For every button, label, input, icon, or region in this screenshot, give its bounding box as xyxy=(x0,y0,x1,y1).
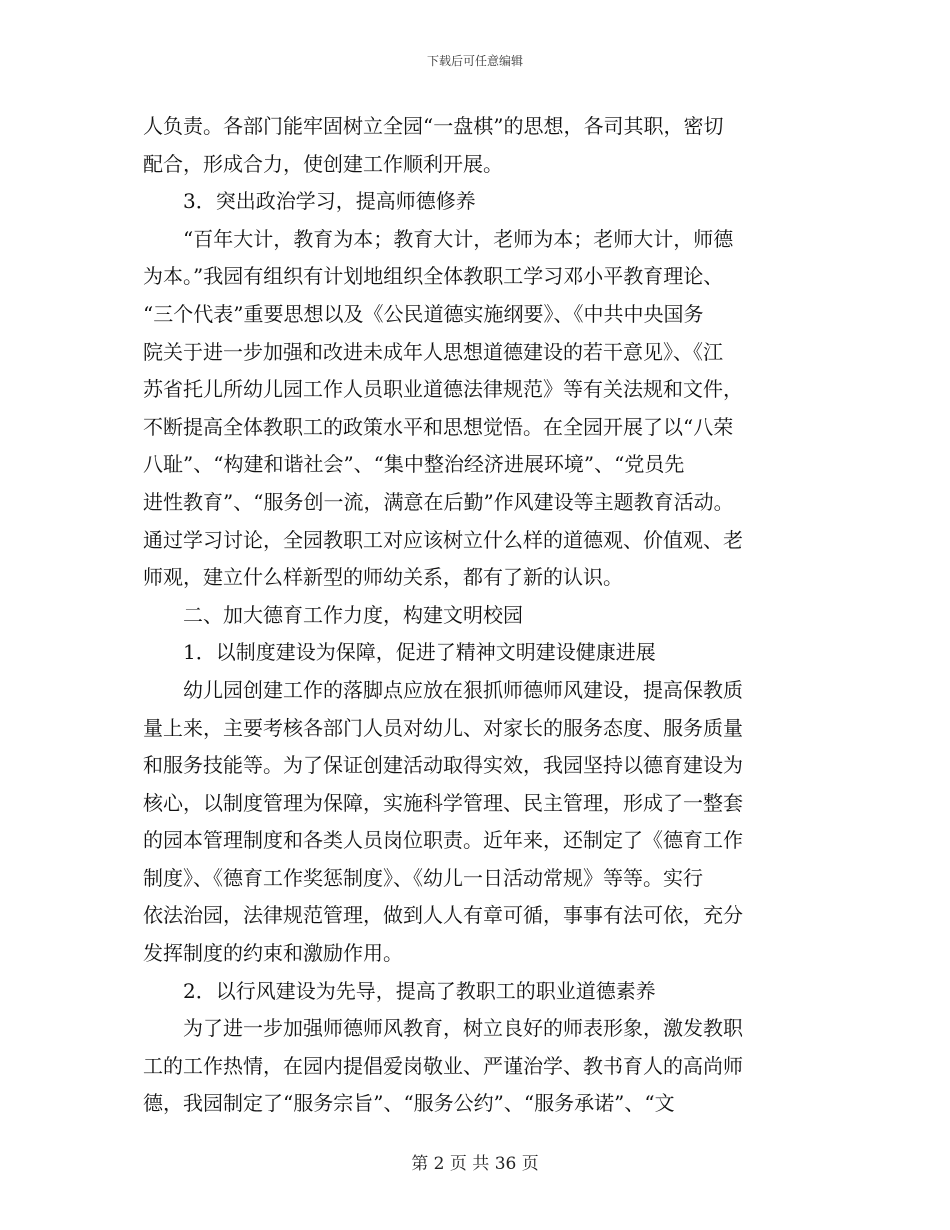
text-line: “三个代表”重要思想以及《公民道德实施纲要》、《中共中央国务 xyxy=(143,301,704,326)
text-line: 为本。”我园有组织有计划地组织全体教职工学习邓小平教育理论、 xyxy=(143,264,724,289)
text-line: 的园本管理制度和各类人员岗位职责。近年来，还制定了《德育工作 xyxy=(143,828,743,853)
text-line: 院关于进一步加强和改进未成年人思想道德建设的若干意见》、《江 xyxy=(143,339,723,364)
text-line: 幼儿园创建工作的落脚点应放在狠抓师德师风建设，提高保教质 xyxy=(143,677,743,702)
text-line: 工的工作热情，在园内提倡爱岗敬业、严谨治学、教书育人的高尚师 xyxy=(143,1053,743,1078)
section-heading: 2．以行风建设为先导，提高了教职工的职业道德素养 xyxy=(143,978,656,1003)
section-heading: 二、加大德育工作力度，构建文明校园 xyxy=(143,602,523,627)
page-footer: 第 2 页 共 36 页 xyxy=(411,1154,539,1174)
text-line: 核心，以制度管理为保障，实施科学管理、民主管理，形成了一整套 xyxy=(143,790,743,815)
text-line: 制度》、《德育工作奖惩制度》、《幼儿一日活动常规》等等。实行 xyxy=(143,865,703,890)
text-line: 配合，形成合力，使创建工作顺利开展。 xyxy=(143,151,503,176)
text-line: 依法治园，法律规范管理，做到人人有章可循，事事有法可依，充分 xyxy=(143,903,743,928)
text-line: 和服务技能等。为了保证创建活动取得实效，我园坚持以德育建设为 xyxy=(143,753,743,778)
document-body xyxy=(143,108,808,1123)
text-line: 不断提高全体教职工的政策水平和思想觉悟。在全园开展了以“八荣 xyxy=(143,414,734,439)
text-line: 苏省托儿所幼儿园工作人员职业道德法律规范》等有关法规和文件， xyxy=(143,377,743,402)
text-line: 德，我园制定了“服务宗旨”、“服务公约”、“服务承诺”、“文 xyxy=(143,1091,675,1116)
text-line: 通过学习讨论，全园教职工对应该树立什么样的道德观、价值观、老 xyxy=(143,527,743,552)
text-line: 师观，建立什么样新型的师幼关系，都有了新的认识。 xyxy=(143,565,623,590)
text-line: 为了进一步加强师德师风教育，树立良好的师表形象，激发教职 xyxy=(143,1016,743,1041)
text-line: 八耻”、“构建和谐社会”、“集中整治经济进展环境”、“党员先 xyxy=(143,452,685,477)
text-line: 进性教育”、“服务创一流，满意在后勤”作风建设等主题教育活动。 xyxy=(143,489,734,514)
text-line: “百年大计，教育为本；教育大计，老师为本；老师大计，师德 xyxy=(143,226,734,251)
section-heading: 1．以制度建设为保障，促进了精神文明建设健康进展 xyxy=(143,640,656,665)
text-line: 人负责。各部门能牢固树立全园“一盘棋”的思想，各司其职，密切 xyxy=(143,114,724,138)
section-heading: 3．突出政治学习，提高师德修养 xyxy=(143,189,476,214)
page-header: 下载后可任意编辑 xyxy=(426,54,523,68)
text-line: 发挥制度的约束和激励作用。 xyxy=(143,941,403,966)
text-line: 量上来，主要考核各部门人员对幼儿、对家长的服务态度、服务质量 xyxy=(143,715,743,740)
